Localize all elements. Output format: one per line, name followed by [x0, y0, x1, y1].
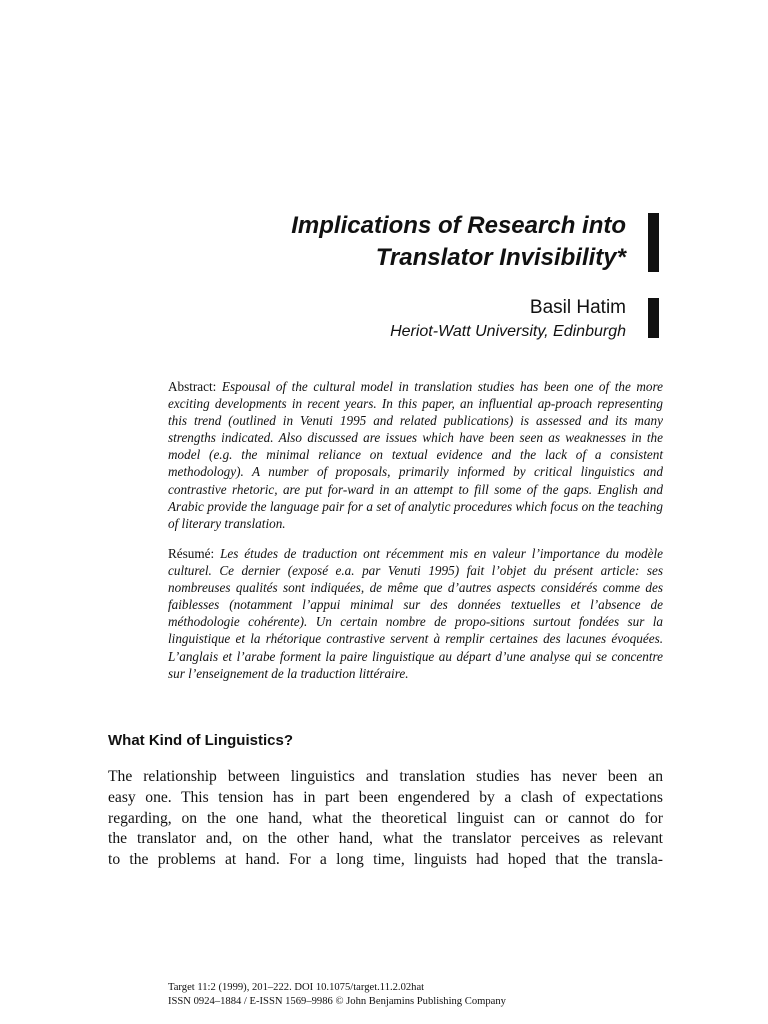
title-line-2: Translator Invisibility* — [375, 244, 626, 271]
title-line-1: Implications of Research into — [291, 212, 626, 239]
body-paragraph — [108, 767, 663, 871]
section-heading: What Kind of Linguistics? — [108, 732, 293, 749]
body-line: The relationship between linguistics and translation studies has never been an — [108, 768, 663, 785]
title-side-bar — [648, 213, 659, 272]
abstract-text: Espousal of the cultural model in translation studies has been one of the more exciting developments in recent years. In this paper, an influential ap-proach representing this trend (outlined in Venuti 1995 and related publications) is assessed and its many strengths indicated. Also discussed are issues which have been seen as weaknesses in the model (e.g. the minimal reliance on textual evidence and the lack of a consistent methodology). A number of proposals, primarily informed by critical linguistics and contrastive rhetoric, are put for-ward in an attempt to fill some of the gaps. English and Arabic provide the language pair for a set of analytic procedures which focus on the teaching of literary translation. — [168, 379, 664, 531]
author-side-bar — [648, 298, 659, 338]
author-affiliation: Heriot-Watt University, Edinburgh — [390, 323, 626, 340]
body-line: regarding, on the one hand, what the theoretical linguist can or cannot do for — [108, 809, 663, 827]
resume-text: Les études de traduction ont récemment mis en valeur l’importance du modèle culturel. Ce dernier (exposé e.a. par Venuti 1995) fait l’objet du présent article: ses nombreuses qualités sont indiquées, de même que d’autres aspects considérés comme des faiblesses (notamment l’appui minimal sur des données textuelles et l’absence de méthodologie cohérente). Un certain nombre de propo-sitions surtout fondées sur la linguistique et la rhétorique contrastive servent à remplir certaines des lacunes évoquées. L’anglais et l’arabe forment la paire linguistique au départ d’une analyse qui se concentre sur l’enseignement de la traduction littéraire. — [168, 546, 664, 681]
author-name: Basil Hatim — [529, 297, 626, 318]
issn-line: ISSN 0924–1884 / E-ISSN 1569–9986 © John Benjamins Publishing Company — [168, 996, 506, 1007]
citation-line: Target 11:2 (1999), 201–222. DOI 10.1075/target.11.2.02hat — [168, 982, 425, 993]
abstract-french — [168, 545, 663, 682]
resume-label: Résumé: — [168, 546, 215, 561]
body-line: easy one. This tension has in part been engendered by a clash of expectations — [108, 788, 663, 806]
article-title — [160, 210, 626, 274]
abstract-english — [168, 378, 663, 532]
abstract-label: Abstract: — [168, 379, 217, 394]
body-line: the translator and, on the other hand, what the translator perceives as relevant — [108, 830, 663, 848]
body-line: to the problems at hand. For a long time, linguists had hoped that the transla- — [108, 851, 663, 869]
citation-footer — [168, 981, 506, 1009]
